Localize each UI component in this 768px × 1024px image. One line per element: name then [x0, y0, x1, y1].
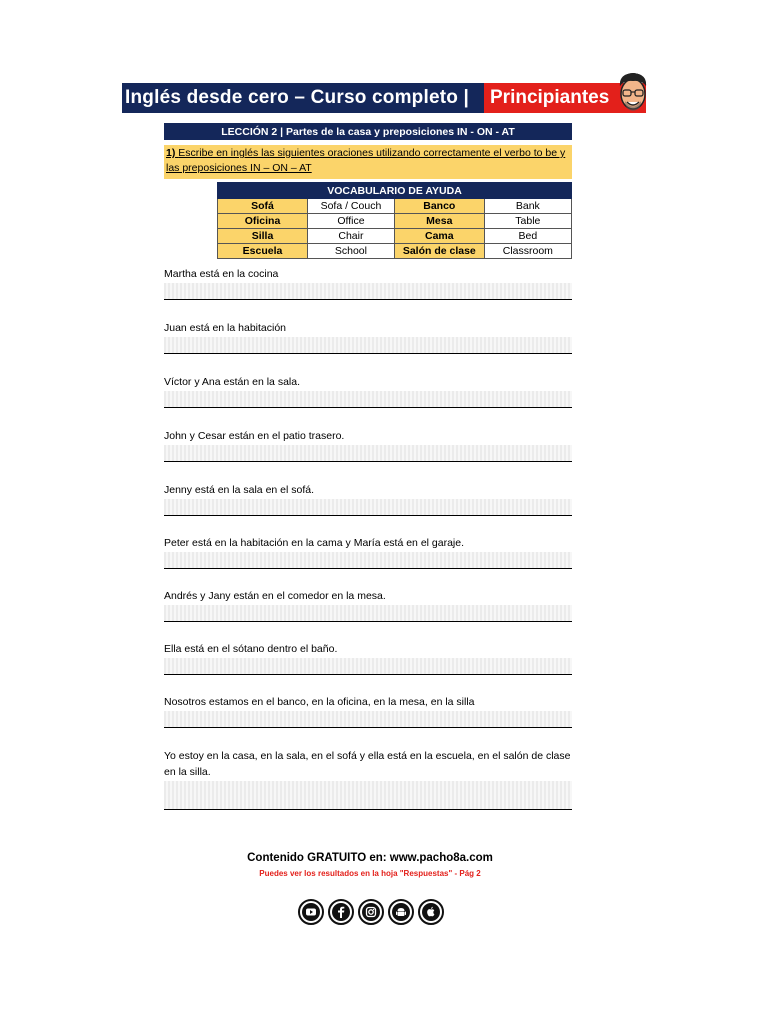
- answer-line[interactable]: [164, 658, 572, 675]
- exercise-prompt: Andrés y Jany están en el comedor en la mesa.: [164, 590, 386, 602]
- course-banner: [122, 83, 646, 113]
- exercise-prompt: Víctor y Ana están en la sala.: [164, 376, 300, 388]
- social-links: [298, 899, 444, 925]
- vocab-english: Sofa / Couch: [307, 199, 394, 214]
- exercise-item: [164, 641, 572, 675]
- vocab-english: Chair: [307, 229, 394, 244]
- android-icon[interactable]: [388, 899, 414, 925]
- vocab-row: [218, 214, 572, 229]
- vocab-row: [218, 244, 572, 259]
- lesson-title: LECCIÓN 2 | Partes de la casa y preposiciones IN - ON - AT: [164, 123, 572, 140]
- exercise-item: [164, 535, 572, 569]
- exercise-prompt: Peter está en la habitación en la cama y María está en el garaje.: [164, 537, 465, 549]
- vocab-row: [218, 199, 572, 214]
- exercise-item: [164, 482, 572, 516]
- exercise-prompt: Martha está en la cocina: [164, 268, 279, 280]
- vocab-spanish: Oficina: [218, 214, 308, 229]
- answer-line[interactable]: [164, 711, 572, 728]
- exercise-prompt: John y Cesar están en el patio trasero.: [164, 430, 345, 442]
- answer-line[interactable]: [164, 605, 572, 622]
- answer-line[interactable]: [164, 552, 572, 569]
- exercise-item: [164, 320, 572, 354]
- banner-level: Principiantes: [484, 83, 646, 113]
- vocab-english: Bed: [484, 229, 571, 244]
- instruction-text: Escribe en inglés las siguientes oraciones utilizando correctamente el verbo to be y las preposiciones IN – ON – AT: [166, 147, 566, 174]
- vocabulary-header: VOCABULARIO DE AYUDA: [218, 183, 572, 199]
- vocab-english: Bank: [484, 199, 571, 214]
- youtube-icon[interactable]: [298, 899, 324, 925]
- vocab-english: Classroom: [484, 244, 571, 259]
- avatar-icon: [614, 70, 652, 116]
- exercise-item: [164, 428, 572, 462]
- banner-title: Inglés desde cero – Curso completo |: [122, 83, 484, 113]
- instagram-icon[interactable]: [358, 899, 384, 925]
- facebook-icon[interactable]: [328, 899, 354, 925]
- footer-note: Puedes ver los resultados en la hoja "Respuestas" - Pág 2: [259, 869, 481, 878]
- instruction-number: 1): [166, 147, 176, 159]
- exercise-item: [164, 748, 572, 810]
- exercise-item: [164, 694, 572, 728]
- footer-website: Contenido GRATUITO en: www.pacho8a.com: [247, 852, 493, 864]
- vocab-spanish: Salón de clase: [394, 244, 484, 259]
- answer-line[interactable]: [164, 499, 572, 516]
- answer-line[interactable]: [164, 337, 572, 354]
- exercise-prompt: Jenny está en la sala en el sofá.: [164, 484, 315, 496]
- vocab-spanish: Cama: [394, 229, 484, 244]
- exercise-prompt: Juan está en la habitación: [164, 322, 287, 334]
- answer-line[interactable]: [164, 445, 572, 462]
- vocab-english: Table: [484, 214, 571, 229]
- exercise-prompt: Ella está en el sótano dentro el baño.: [164, 643, 338, 655]
- answer-line[interactable]: [164, 391, 572, 408]
- vocab-english: Office: [307, 214, 394, 229]
- exercise-item: [164, 588, 572, 622]
- vocabulary-table: [217, 182, 572, 259]
- vocab-spanish: Silla: [218, 229, 308, 244]
- vocab-spanish: Sofá: [218, 199, 308, 214]
- apple-icon[interactable]: [418, 899, 444, 925]
- vocab-spanish: Mesa: [394, 214, 484, 229]
- vocab-english: School: [307, 244, 394, 259]
- vocab-row: [218, 229, 572, 244]
- exercise-item: [164, 266, 572, 300]
- answer-line[interactable]: [164, 283, 572, 300]
- vocab-spanish: Escuela: [218, 244, 308, 259]
- answer-line[interactable]: [164, 781, 572, 810]
- vocab-spanish: Banco: [394, 199, 484, 214]
- exercise-item: [164, 374, 572, 408]
- exercise-prompt: Nosotros estamos en el banco, en la oficina, en la mesa, en la silla: [164, 696, 475, 708]
- exercise-prompt: Yo estoy en la casa, en la sala, en el sofá y ella está en la escuela, en el salón de clase en la silla.: [164, 750, 571, 778]
- instruction-box: [164, 145, 572, 179]
